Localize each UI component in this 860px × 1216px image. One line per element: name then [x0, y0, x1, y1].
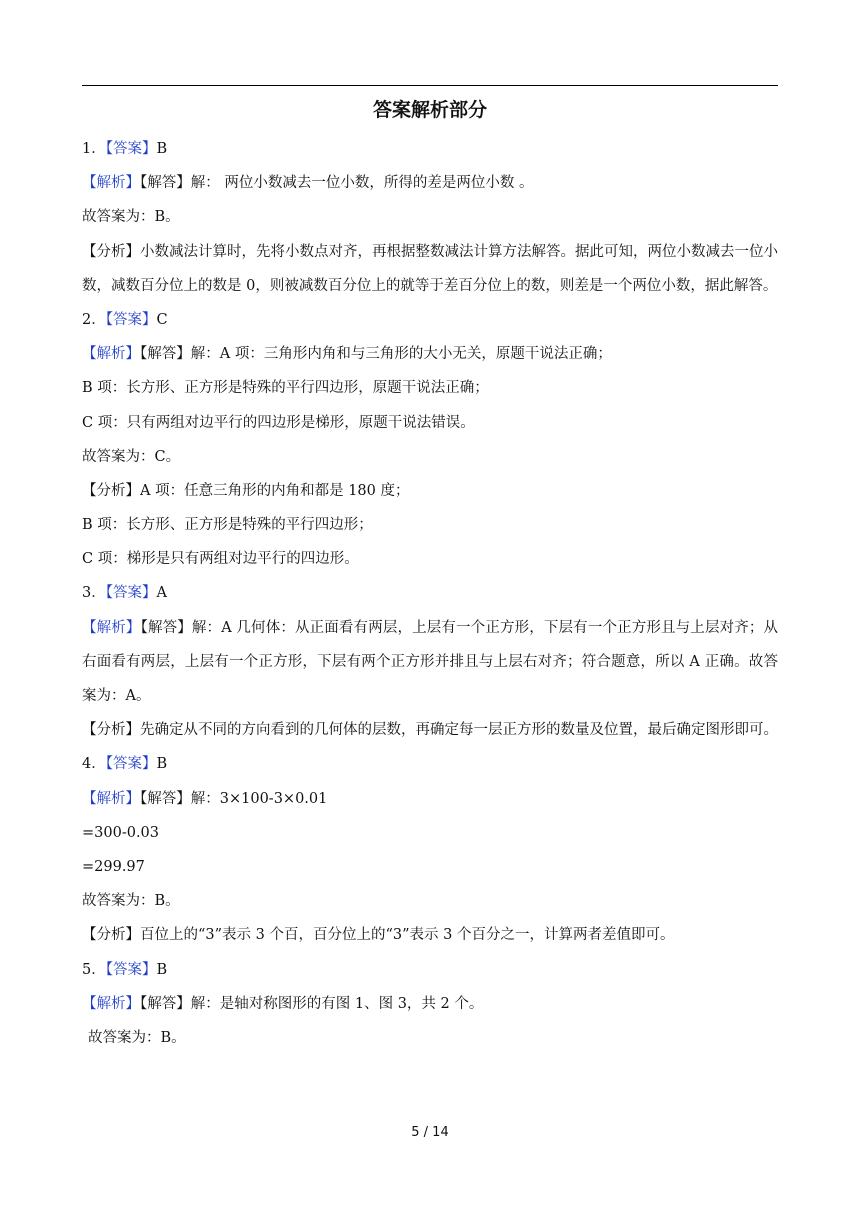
- item-number: 3．: [82, 585, 106, 602]
- solution-text: 解：A 几何体：从正面看有两层，上层有一个正方形，下层有一个正方形且与上层对齐；从右面看有两层，上层有一个正方形，下层有两个正方形并排且与上层右对齐；符合题意，所以 A 正确。故答案为：A。: [82, 619, 778, 705]
- answer-tag: 【答案】: [105, 756, 157, 773]
- analysis-text: 小数减法计算时，先将小数点对齐，再根据整数减法计算方法解答。据此可知，两位小数减去一位小数，减数百分位上的数是 0，则被减数百分位上的就等于差百分位上的数，则差是一个两位小数，据此解答。: [82, 243, 778, 294]
- calc-step-line: =299.97: [82, 859, 145, 876]
- item-number: 2．: [82, 311, 106, 328]
- answer-tag: 【答案】: [105, 311, 157, 328]
- solution-line-3: [82, 611, 778, 714]
- page-title: 答案解析部分: [372, 99, 487, 121]
- answer-tag: 【答案】: [105, 961, 157, 978]
- answer-tag: 【答案】: [105, 585, 157, 602]
- solution-text: 解：是轴对称图形的有图 1、图 3，共 2 个。: [190, 995, 484, 1012]
- answer-value: B: [156, 756, 168, 773]
- analysis-text: A 项：任意三角形的内角和都是 180 度；: [140, 482, 410, 499]
- answer-line-1: [82, 132, 778, 166]
- jieda-tag: 【解答】: [140, 175, 191, 192]
- solution-extra-line: C 项：只有两组对边平行的四边形是梯形，原题干说法错误。: [82, 414, 475, 431]
- answer-tag: 【答案】: [105, 141, 157, 157]
- item-number: 4．: [82, 756, 106, 773]
- jiexi-tag: 【解析】: [82, 790, 140, 807]
- answer-line-2: [82, 303, 778, 337]
- fenxi-tag: 【分析】: [82, 927, 140, 944]
- analysis-line-4: [82, 918, 778, 952]
- solution-extra-line: 故答案为：B。: [82, 209, 180, 226]
- solution-text: 解：3×100-3×0.01: [190, 790, 328, 807]
- item-number: 5．: [82, 961, 106, 978]
- analysis-line-2: [82, 474, 778, 508]
- analysis-text: 先确定从不同的方向看到的几何体的层数，再确定每一层正方形的数量及位置，最后确定图形即可。: [140, 722, 778, 739]
- calc-step-line: =300-0.03: [82, 824, 160, 841]
- analysis-extra-line: B 项：长方形、正方形是特殊的平行四边形；: [82, 517, 373, 534]
- jieda-tag: 【解答】: [140, 619, 192, 636]
- answer-value: B: [156, 141, 168, 157]
- answer-line-3: [82, 576, 778, 610]
- jieda-tag: 【解答】: [140, 790, 191, 807]
- item-number: 1．: [82, 141, 106, 157]
- solution-extra-line: 故答案为：B。: [88, 1029, 186, 1046]
- solution-line-1: [82, 166, 778, 200]
- answer-value: A: [156, 585, 167, 602]
- jiexi-tag: 【解析】: [82, 346, 140, 363]
- solution-extra-line: 故答案为：C。: [82, 448, 181, 465]
- analysis-text: 百位上的“3”表示 3 个百，百分位上的“3”表示 3 个百分之一，计算两者差值即可。: [140, 927, 675, 944]
- jieda-tag: 【解答】: [140, 346, 191, 363]
- top-rule: [82, 85, 778, 86]
- fenxi-tag: 【分析】: [82, 482, 140, 499]
- answer-value: B: [156, 961, 168, 978]
- jieda-tag: 【解答】: [140, 995, 191, 1012]
- answer-line-4: [82, 747, 778, 781]
- analysis-line-1: [82, 235, 778, 303]
- solution-line-5: [82, 987, 778, 1021]
- answer-line-5: [82, 953, 778, 987]
- solution-line-2: [82, 337, 778, 371]
- analysis-line-3: [82, 713, 778, 747]
- solution-text: 解：A 项：三角形内角和与三角形的大小无关，原题干说法正确；: [190, 346, 612, 363]
- jiexi-tag: 【解析】: [82, 175, 140, 192]
- page-number: 5 / 14: [411, 1125, 449, 1140]
- jiexi-tag: 【解析】: [82, 995, 140, 1012]
- fenxi-tag: 【分析】: [82, 243, 140, 260]
- solution-extra-line: 故答案为：B。: [82, 893, 180, 910]
- analysis-extra-line: C 项：梯形是只有两组对边平行的四边形。: [82, 551, 359, 568]
- answer-content: [82, 132, 778, 1055]
- solution-text: 解： 两位小数减去一位小数，所得的差是两位小数 。: [190, 175, 534, 192]
- jiexi-tag: 【解析】: [82, 619, 141, 636]
- solution-line-4: [82, 782, 778, 816]
- answer-value: C: [156, 311, 168, 328]
- fenxi-tag: 【分析】: [82, 722, 140, 739]
- solution-extra-line: B 项：长方形、正方形是特殊的平行四边形，原题干说法正确；: [82, 380, 489, 397]
